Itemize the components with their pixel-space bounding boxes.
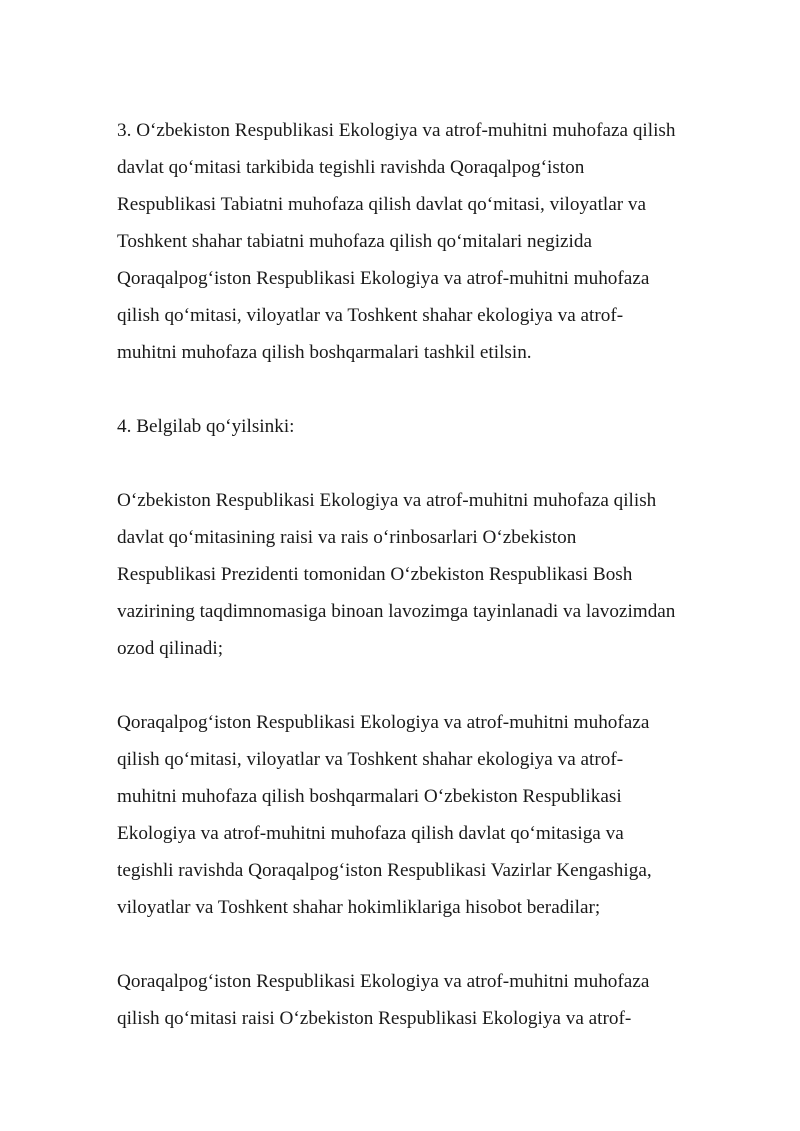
text-line: ozod qilinadi; xyxy=(117,638,224,659)
text-line: Toshkent shahar tabiatni muhofaza qilish qo‘mitalari negizida xyxy=(117,231,593,252)
paragraph-item-4-heading xyxy=(117,408,757,445)
text-line: davlat qo‘mitasining raisi va rais o‘rinbosarlari O‘zbekiston xyxy=(117,527,577,548)
document-body xyxy=(117,112,757,1074)
paragraph-reporting xyxy=(117,704,757,926)
text-line: muhitni muhofaza qilish boshqarmalari tashkil etilsin. xyxy=(117,342,532,363)
text-line: qilish qo‘mitasi, viloyatlar va Toshkent shahar ekologiya va atrof- xyxy=(117,749,624,770)
paragraph-item-3 xyxy=(117,112,757,371)
paragraph-karakalpak-chair xyxy=(117,963,757,1037)
text-line: Qoraqalpog‘iston Respublikasi Ekologiya va atrof-muhitni muhofaza xyxy=(117,268,650,289)
text-line: Ekologiya va atrof-muhitni muhofaza qilish davlat qo‘mitasiga va xyxy=(117,823,624,844)
text-line: 4. Belgilab qo‘yilsinki: xyxy=(117,416,295,437)
text-line: vazirining taqdimnomasiga binoan lavozimga tayinlanadi va lavozimdan xyxy=(117,601,676,622)
text-line: qilish qo‘mitasi raisi O‘zbekiston Respublikasi Ekologiya va atrof- xyxy=(117,1008,632,1029)
text-line: viloyatlar va Toshkent shahar hokimliklariga hisobot beradilar; xyxy=(117,897,601,918)
text-line: O‘zbekiston Respublikasi Ekologiya va atrof-muhitni muhofaza qilish xyxy=(117,490,657,511)
text-line: Qoraqalpog‘iston Respublikasi Ekologiya va atrof-muhitni muhofaza xyxy=(117,971,650,992)
text-line: muhitni muhofaza qilish boshqarmalari O‘zbekiston Respublikasi xyxy=(117,786,622,807)
text-line: Respublikasi Prezidenti tomonidan O‘zbekiston Respublikasi Bosh xyxy=(117,564,633,585)
text-line: 3. O‘zbekiston Respublikasi Ekologiya va atrof-muhitni muhofaza qilish xyxy=(117,120,676,141)
text-line: tegishli ravishda Qoraqalpog‘iston Respublikasi Vazirlar Kengashiga, xyxy=(117,860,652,881)
text-line: qilish qo‘mitasi, viloyatlar va Toshkent shahar ekologiya va atrof- xyxy=(117,305,624,326)
text-line: davlat qo‘mitasi tarkibida tegishli ravishda Qoraqalpog‘iston xyxy=(117,157,585,178)
text-line: Respublikasi Tabiatni muhofaza qilish davlat qo‘mitasi, viloyatlar va xyxy=(117,194,647,215)
text-line: Qoraqalpog‘iston Respublikasi Ekologiya va atrof-muhitni muhofaza xyxy=(117,712,650,733)
paragraph-committee-chair-appointment xyxy=(117,482,757,667)
